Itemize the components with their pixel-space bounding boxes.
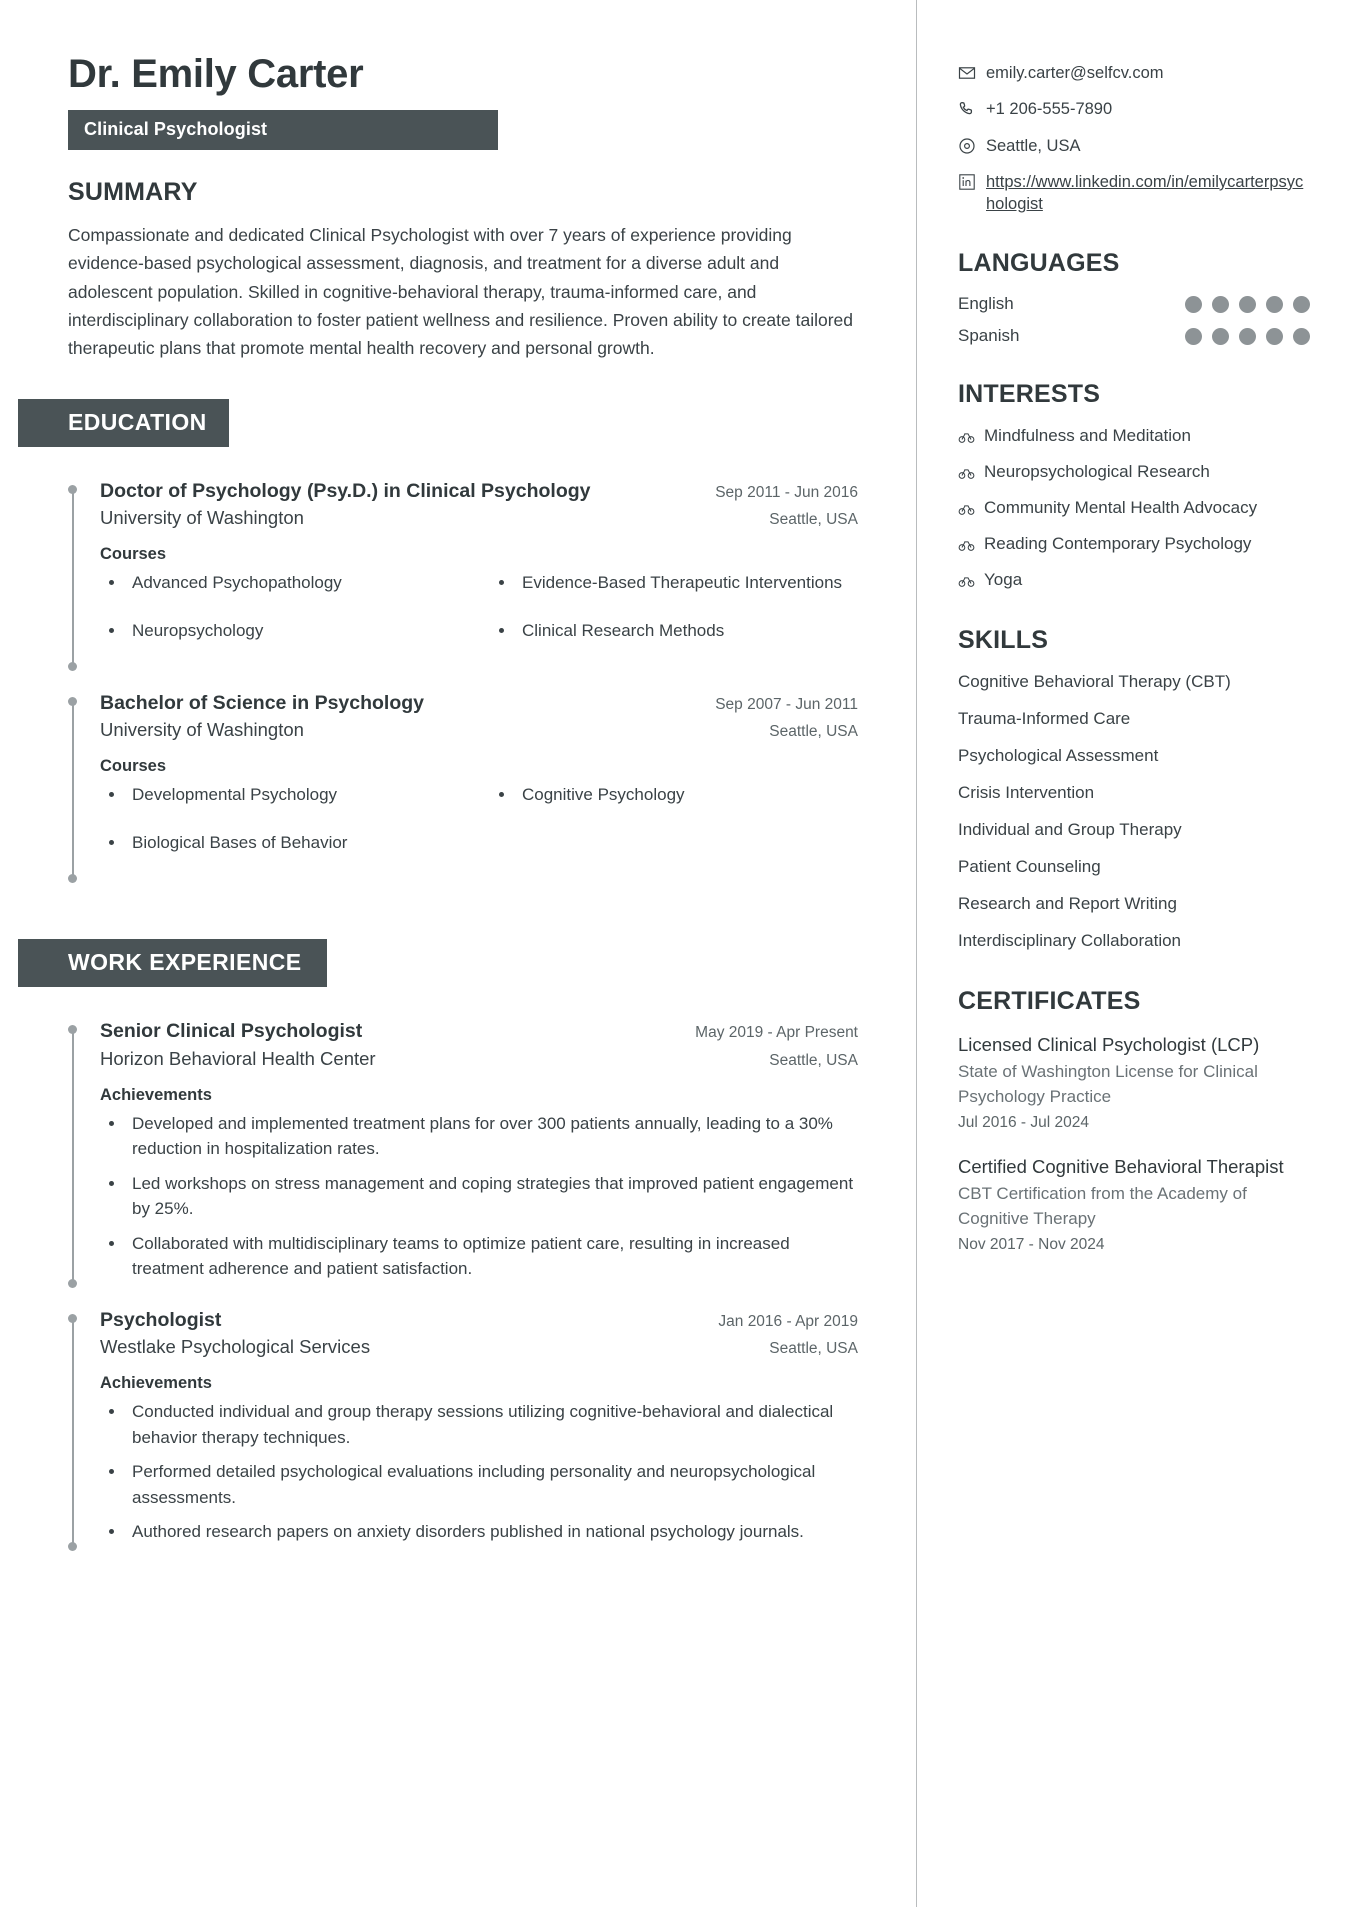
- courses-column-right: [490, 570, 858, 665]
- sidebar-column: [916, 0, 1350, 1907]
- achievement-item: • Developed and implemented treatment plans for over 300 patients annually, leading to a 30% reduction in hospitalization rates.: [126, 1111, 858, 1162]
- certificate-item: [958, 1032, 1310, 1132]
- contact-location-text: Seattle, USA: [986, 136, 1081, 155]
- certificate-title: Licensed Clinical Psychologist (LCP): [958, 1033, 1260, 1055]
- course-item: • Evidence-Based Therapeutic Interventions: [516, 570, 858, 596]
- level-dot: [1293, 296, 1310, 313]
- work-location: Seattle, USA: [769, 1051, 858, 1069]
- achievement-item: • Led workshops on stress management and coping strategies that improved patient engagement by 25%.: [126, 1171, 858, 1222]
- language-name: Spanish: [958, 326, 1020, 346]
- courses-column-left: [100, 782, 468, 877]
- work-entry: [100, 1019, 858, 1281]
- interest-item: [958, 425, 1310, 448]
- level-dot: [1239, 328, 1256, 345]
- interests-list: [958, 425, 1310, 592]
- education-timeline: [68, 479, 858, 878]
- education-school: University of Washington: [100, 719, 304, 741]
- certificate-issuer: CBT Certification from the Academy of Cognitive Therapy: [958, 1184, 1247, 1229]
- linkedin-icon: [958, 173, 976, 191]
- work-location: Seattle, USA: [769, 1340, 858, 1358]
- skill-item: Crisis Intervention: [958, 782, 1095, 802]
- achievement-item: • Collaborated with multidisciplinary teams to optimize patient care, resulting in increased treatment adherence and patient satisfaction.: [126, 1231, 858, 1282]
- course-item: • Biological Bases of Behavior: [126, 830, 468, 856]
- skill-item: Psychological Assessment: [958, 745, 1159, 765]
- certificates-list: [958, 1032, 1310, 1254]
- timeline-line: [72, 1031, 74, 1281]
- bicycle-icon: [958, 464, 975, 481]
- languages-list: [958, 294, 1310, 346]
- skill-item: Trauma-Informed Care: [958, 708, 1131, 728]
- courses-grid: [100, 570, 858, 665]
- work-date: Jan 2016 - Apr 2019: [718, 1312, 858, 1330]
- skill-item: Patient Counseling: [958, 856, 1101, 876]
- timeline-line: [72, 1320, 74, 1545]
- education-degree: Bachelor of Science in Psychology: [100, 692, 425, 715]
- achievements-list: [100, 1111, 858, 1282]
- section-heading-education: EDUCATION: [0, 399, 229, 447]
- section-heading-work-experience: WORK EXPERIENCE: [0, 939, 327, 987]
- certificate-issuer: State of Washington License for Clinical Psychology Practice: [958, 1062, 1258, 1106]
- course-item: • Cognitive Psychology: [516, 782, 858, 808]
- level-dot: [1239, 296, 1256, 313]
- education-location: Seattle, USA: [769, 511, 858, 529]
- bicycle-icon: [958, 536, 975, 553]
- interest-label: Reading Contemporary Psychology: [984, 534, 1252, 554]
- work-company: Westlake Psychological Services: [100, 1336, 371, 1358]
- education-entry: [100, 691, 858, 877]
- courses-label: Courses: [100, 757, 167, 776]
- education-entry: [100, 479, 858, 665]
- timeline-dot: [68, 1542, 77, 1551]
- work-entry: [100, 1308, 858, 1545]
- work-role: Senior Clinical Psychologist: [100, 1020, 363, 1043]
- column-divider: [916, 0, 917, 1907]
- language-item: [958, 294, 1310, 314]
- interest-item: [958, 497, 1310, 520]
- skill-item: Interdisciplinary Collaboration: [958, 930, 1182, 950]
- courses-grid: [100, 782, 858, 877]
- interest-item: [958, 569, 1310, 592]
- certificate-date: Jul 2016 - Jul 2024: [958, 1113, 1089, 1131]
- timeline-dot: [68, 1279, 77, 1288]
- courses-column-right: [490, 782, 858, 877]
- work-role: Psychologist: [100, 1308, 222, 1331]
- contact-phone: [958, 98, 1310, 120]
- location-pin-icon: [958, 137, 976, 155]
- achievements-label: Achievements: [100, 1374, 212, 1393]
- work-timeline: [68, 1019, 858, 1544]
- section-heading-summary: SUMMARY: [68, 178, 198, 206]
- contact-location: [958, 135, 1310, 157]
- bicycle-icon: [958, 500, 975, 517]
- education-date: Sep 2007 - Jun 2011: [715, 696, 858, 714]
- bicycle-icon: [958, 428, 975, 445]
- contact-block: [958, 62, 1310, 215]
- interest-label: Community Mental Health Advocacy: [984, 498, 1258, 518]
- interest-label: Mindfulness and Meditation: [984, 426, 1191, 446]
- level-dot: [1185, 296, 1202, 313]
- course-item: • Advanced Psychopathology: [126, 570, 468, 596]
- contact-email: [958, 62, 1310, 84]
- candidate-name: Dr. Emily Carter: [68, 52, 364, 96]
- candidate-job-title: Clinical Psychologist: [68, 110, 498, 150]
- courses-column-left: [100, 570, 468, 665]
- section-heading-interests: INTERESTS: [958, 380, 1101, 409]
- section-heading-skills: SKILLS: [958, 626, 1049, 655]
- skill-item: Cognitive Behavioral Therapy (CBT): [958, 672, 1231, 692]
- level-dot: [1212, 296, 1229, 313]
- certificate-date: Nov 2017 - Nov 2024: [958, 1235, 1105, 1253]
- interest-label: Yoga: [984, 570, 1023, 590]
- achievement-item: • Performed detailed psychological evaluations including personality and neuropsychological assessments.: [126, 1459, 858, 1510]
- phone-icon: [958, 100, 976, 118]
- work-company: Horizon Behavioral Health Center: [100, 1047, 376, 1069]
- certificate-item: [958, 1154, 1310, 1254]
- level-dot: [1185, 328, 1202, 345]
- contact-phone-text: +1 206-555-7890: [986, 100, 1113, 119]
- language-level-dots: [1185, 296, 1310, 313]
- timeline-rail: [68, 697, 77, 883]
- timeline-dot: [68, 662, 77, 671]
- envelope-icon: [958, 64, 976, 82]
- timeline-line: [72, 703, 74, 877]
- interest-label: Neuropsychological Research: [984, 462, 1210, 482]
- education-date: Sep 2011 - Jun 2016: [715, 483, 858, 501]
- timeline-rail: [68, 485, 77, 671]
- education-school: University of Washington: [100, 507, 304, 529]
- course-item: • Neuropsychology: [126, 618, 468, 644]
- contact-linkedin-link[interactable]: https://www.linkedin.com/in/emilycarterpsychologist: [986, 172, 1304, 214]
- section-heading-certificates: CERTIFICATES: [958, 986, 1141, 1015]
- language-name: English: [958, 294, 1014, 314]
- language-level-dots: [1185, 328, 1310, 345]
- timeline-dot: [68, 874, 77, 883]
- timeline-rail: [68, 1025, 77, 1287]
- achievements-list: [100, 1399, 858, 1545]
- section-heading-languages: LANGUAGES: [958, 249, 1120, 278]
- level-dot: [1212, 328, 1229, 345]
- level-dot: [1293, 328, 1310, 345]
- level-dot: [1266, 328, 1283, 345]
- certificate-title: Certified Cognitive Behavioral Therapist: [958, 1155, 1284, 1177]
- contact-linkedin[interactable]: [958, 171, 1310, 216]
- interest-item: [958, 461, 1310, 484]
- language-item: [958, 326, 1310, 346]
- summary-text: Compassionate and dedicated Clinical Psychologist with over 7 years of experience providing evidence-based psychological assessment, diagnosis, and treatment for a diverse adult and adolescent population. Skilled in cognitive-behavioral therapy, trauma-informed care, and interdisciplinary collaboration to foster patient wellness and resilience. Proven ability to create tailored therapeutic plans that promote mental health recovery and personal growth.: [68, 225, 853, 359]
- skill-item: Individual and Group Therapy: [958, 819, 1182, 839]
- achievements-label: Achievements: [100, 1085, 212, 1104]
- skills-list: [958, 671, 1310, 953]
- timeline-line: [72, 491, 74, 665]
- education-degree: Doctor of Psychology (Psy.D.) in Clinical Psychology: [100, 479, 591, 502]
- courses-label: Courses: [100, 545, 167, 564]
- timeline-rail: [68, 1314, 77, 1551]
- course-item: • Clinical Research Methods: [516, 618, 858, 644]
- bicycle-icon: [958, 572, 975, 589]
- education-location: Seattle, USA: [769, 723, 858, 741]
- interest-item: [958, 533, 1310, 556]
- skill-item: Research and Report Writing: [958, 893, 1177, 913]
- contact-email-text: emily.carter@selfcv.com: [986, 64, 1164, 82]
- course-item: • Developmental Psychology: [126, 782, 468, 808]
- achievement-item: • Authored research papers on anxiety disorders published in national psychology journals.: [126, 1519, 858, 1545]
- achievement-item: • Conducted individual and group therapy sessions utilizing cognitive-behavioral and dialectical behavior therapy techniques.: [126, 1399, 858, 1450]
- work-date: May 2019 - Apr Present: [695, 1024, 858, 1042]
- level-dot: [1266, 296, 1283, 313]
